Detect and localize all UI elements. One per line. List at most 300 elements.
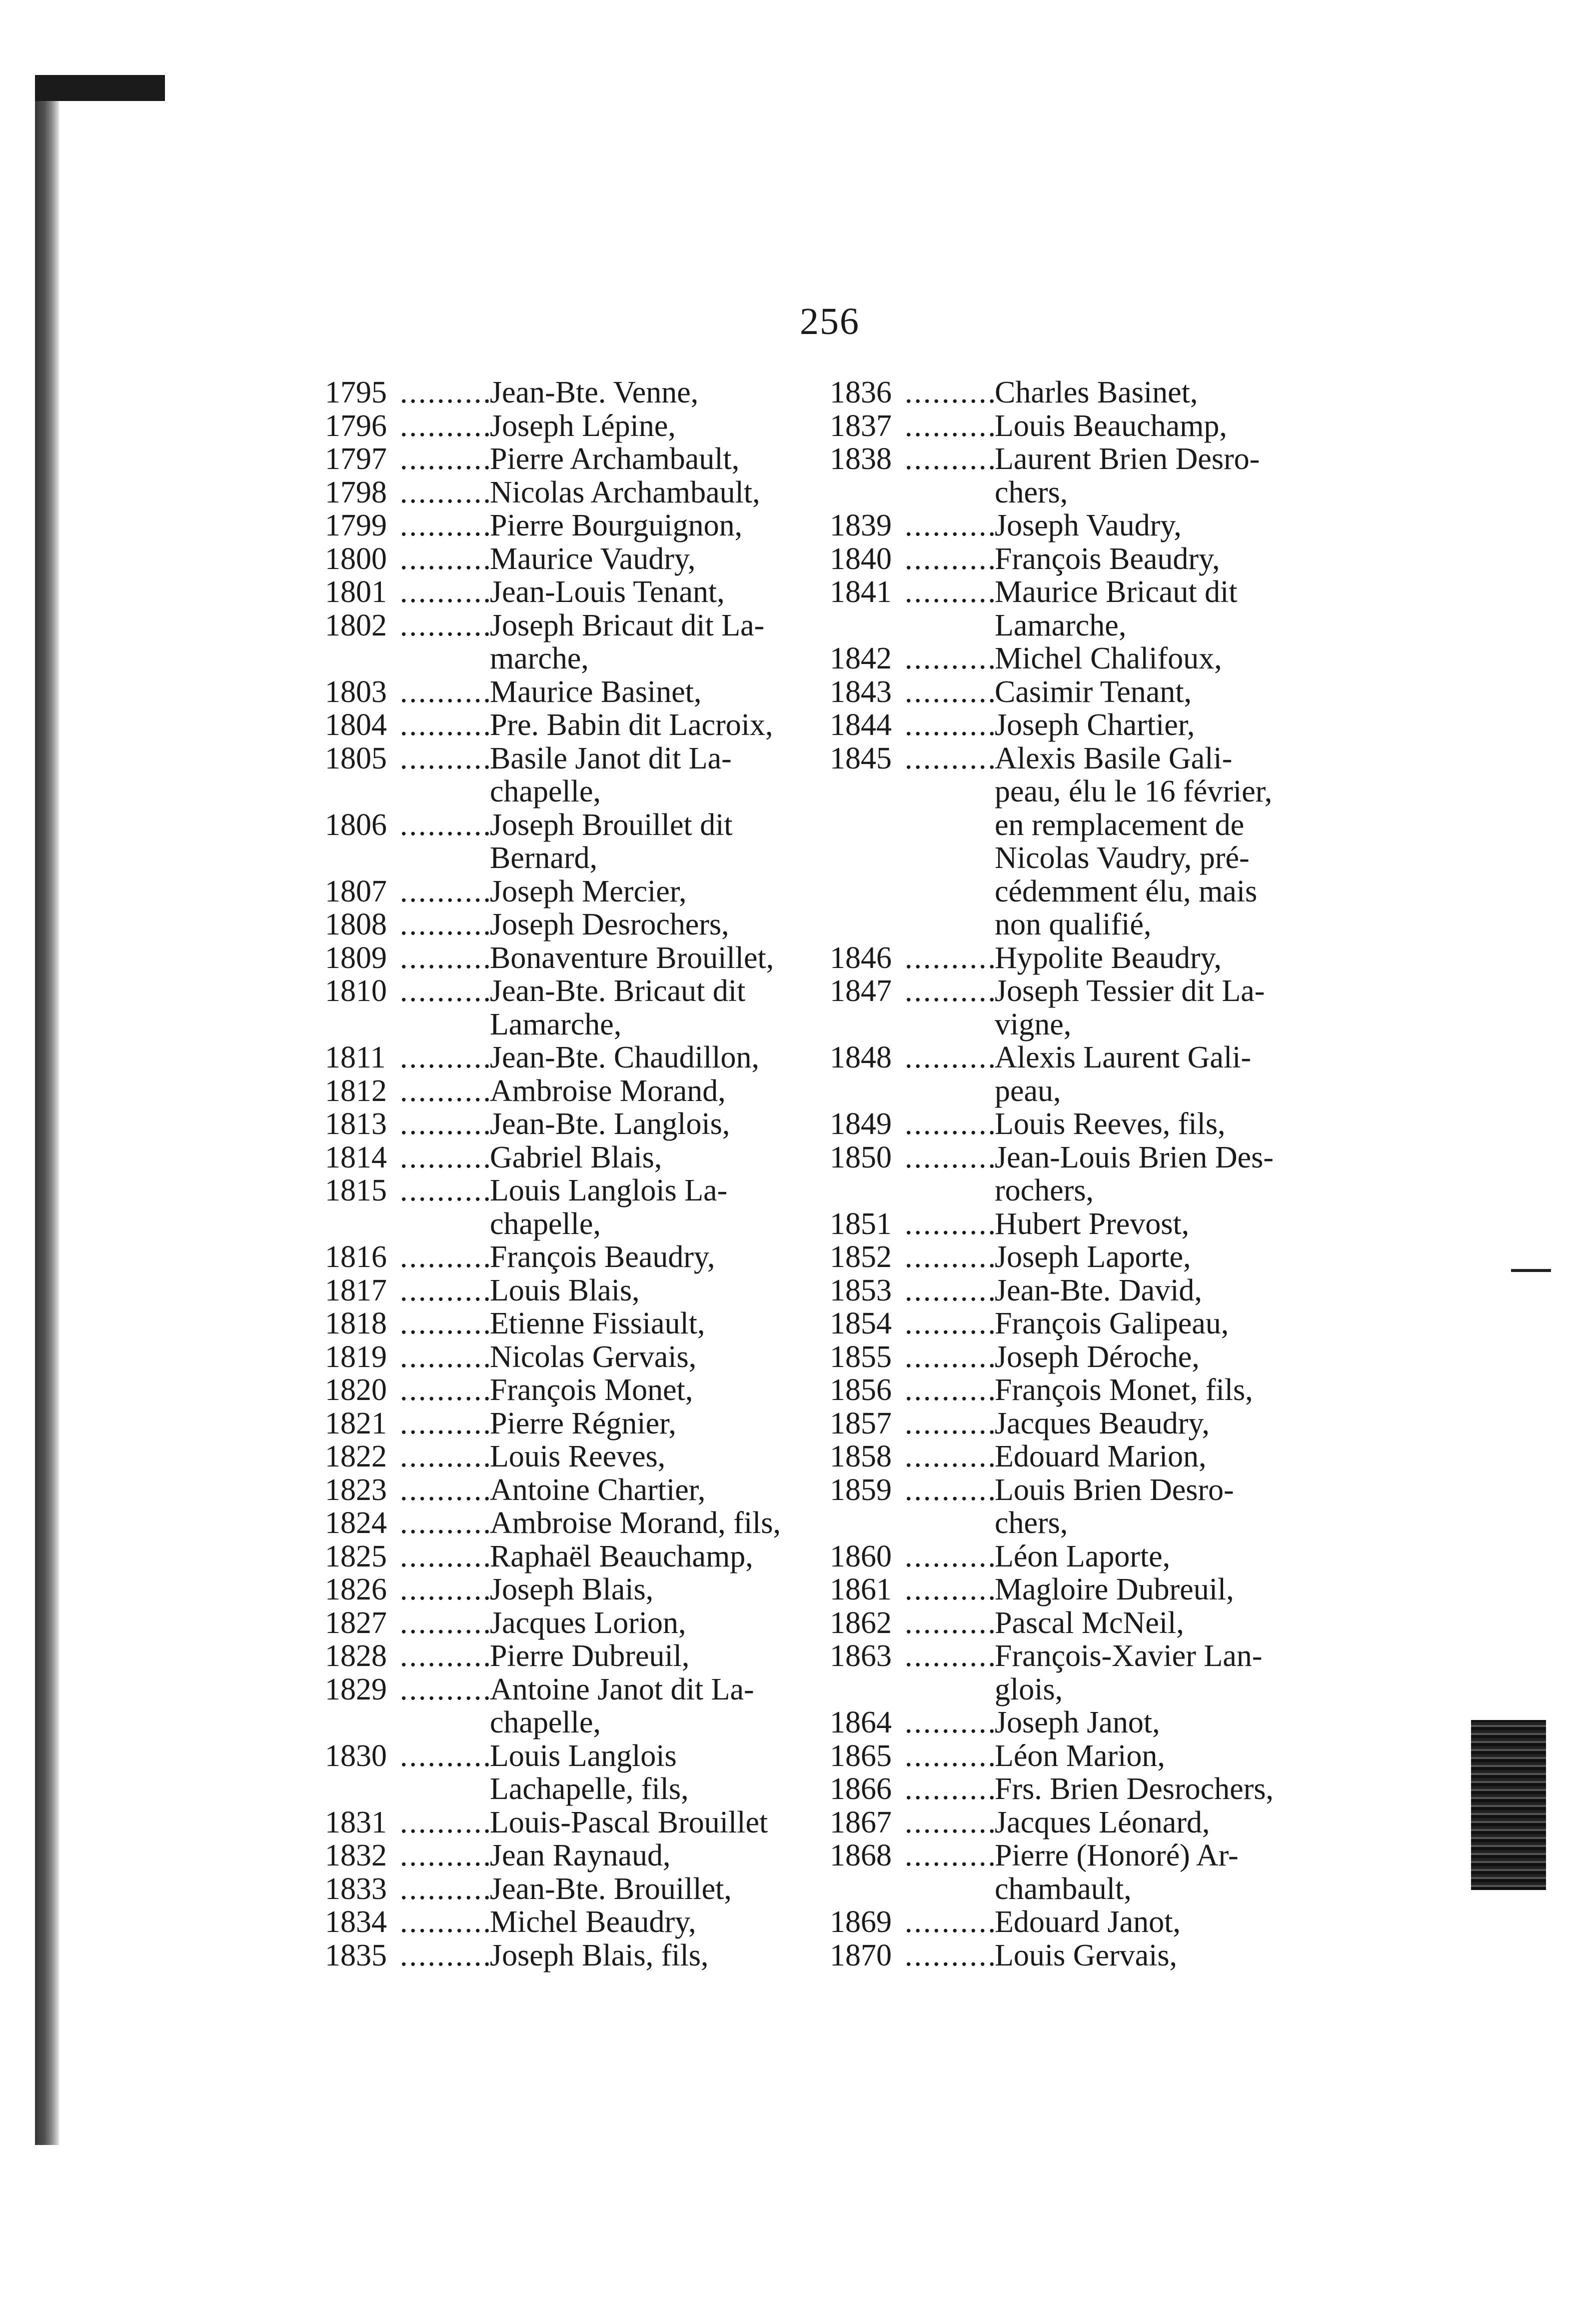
entry-name: Pierre Archambault, xyxy=(490,442,740,476)
entry-year: 1837 xyxy=(830,408,892,443)
entry-year: 1807 xyxy=(325,874,387,908)
list-item xyxy=(325,1108,822,1141)
entry-name: Antoine Chartier, xyxy=(490,1472,706,1507)
entry-name: Hypolite Beaudry, xyxy=(995,940,1222,975)
entry-year: 1814 xyxy=(325,1140,387,1174)
entry-name: Ambroise Morand, fils, xyxy=(490,1506,781,1540)
dot-leader xyxy=(400,410,490,443)
entry-name: Joseph Janot, xyxy=(995,1706,1160,1740)
entry-year: 1868 xyxy=(830,1838,892,1872)
list-item xyxy=(325,376,822,410)
entry-year: 1842 xyxy=(830,642,892,676)
entry-year: 1861 xyxy=(830,1572,892,1606)
entry-name: Nicolas Archambault, xyxy=(490,475,760,510)
entry-year: 1828 xyxy=(325,1639,387,1673)
entry-continuation: en remplacement de xyxy=(995,808,1245,842)
entry-year: 1856 xyxy=(830,1373,892,1407)
entry-year: 1830 xyxy=(325,1738,387,1773)
list-item xyxy=(830,442,1325,476)
entry-year: 1855 xyxy=(830,1340,892,1374)
entry-year: 1802 xyxy=(325,608,387,642)
list-item xyxy=(325,1074,822,1108)
entry-year: 1862 xyxy=(830,1606,892,1640)
entry-name: Jean-Louis Brien Des- xyxy=(995,1140,1274,1174)
dot-leader xyxy=(400,1606,490,1640)
dot-leader xyxy=(905,1374,995,1407)
entry-year: 1851 xyxy=(830,1206,892,1241)
dot-leader xyxy=(400,376,490,410)
list-item xyxy=(830,642,1325,676)
entry-year: 1831 xyxy=(325,1805,387,1840)
entry-name: Pre. Babin dit Lacroix, xyxy=(490,708,773,742)
entry-year: 1840 xyxy=(830,542,892,576)
dot-leader xyxy=(905,509,995,542)
dot-leader xyxy=(400,1640,490,1673)
dot-leader xyxy=(905,1440,995,1474)
entry-name: Jean Raynaud, xyxy=(490,1838,671,1872)
list-item xyxy=(325,576,822,609)
list-item xyxy=(830,1573,1325,1606)
dot-leader xyxy=(905,1806,995,1840)
dot-leader xyxy=(400,1174,490,1208)
entry-year: 1857 xyxy=(830,1406,892,1440)
list-item xyxy=(830,1939,1325,1972)
entry-year: 1834 xyxy=(325,1905,387,1939)
dot-leader xyxy=(905,1939,995,1972)
entry-year: 1805 xyxy=(325,741,387,776)
entry-name: Pierre (Honoré) Ar- xyxy=(995,1838,1239,1872)
entry-year: 1849 xyxy=(830,1107,892,1141)
list-item xyxy=(325,410,822,443)
entry-name: François Beaudry, xyxy=(995,542,1220,576)
entry-year: 1844 xyxy=(830,708,892,742)
entry-name: Maurice Bricaut dit xyxy=(995,575,1238,609)
entry-continuation: chers, xyxy=(995,1506,1068,1540)
list-item xyxy=(325,875,822,908)
entry-continuation: non qualifié, xyxy=(995,908,1152,942)
dot-leader xyxy=(905,708,995,742)
entry-continuation: marche, xyxy=(490,642,589,676)
dot-leader xyxy=(905,1208,995,1241)
dot-leader xyxy=(400,1407,490,1440)
entry-name: Michel Beaudry, xyxy=(490,1905,696,1939)
entry-name: Louis Reeves, fils, xyxy=(995,1107,1226,1141)
list-item xyxy=(325,509,822,542)
binding-edge xyxy=(35,75,165,101)
dot-leader xyxy=(400,476,490,510)
entry-name: Joseph Blais, fils, xyxy=(490,1938,709,1972)
dot-leader xyxy=(400,1240,490,1274)
entry-name: Louis Brien Desro- xyxy=(995,1472,1234,1507)
list-item xyxy=(325,1141,822,1174)
entry-year: 1815 xyxy=(325,1174,387,1208)
list-item xyxy=(325,942,822,975)
dot-leader xyxy=(400,609,490,642)
entry-name: Louis-Pascal Brouillet xyxy=(490,1805,768,1840)
list-item xyxy=(830,1540,1325,1574)
list-item xyxy=(830,1606,1325,1640)
entry-year: 1822 xyxy=(325,1440,387,1474)
dot-leader xyxy=(400,1839,490,1872)
dot-leader xyxy=(400,676,490,709)
entry-year: 1843 xyxy=(830,674,892,709)
list-item xyxy=(830,1706,1325,1740)
list-item xyxy=(830,1906,1325,1939)
dot-leader xyxy=(400,509,490,542)
entry-continuation: chapelle, xyxy=(490,774,601,808)
dot-leader xyxy=(905,974,995,1008)
entry-name: Jean-Bte. Langlois, xyxy=(490,1107,730,1141)
entry-year: 1797 xyxy=(325,442,387,476)
list-item xyxy=(830,1640,1325,1673)
entry-name: Edouard Marion, xyxy=(995,1440,1207,1474)
entry-name: Pascal McNeil, xyxy=(995,1606,1184,1640)
dot-leader xyxy=(905,942,995,975)
entry-name: Joseph Brouillet dit xyxy=(490,808,733,842)
entry-name: Louis Gervais, xyxy=(995,1938,1178,1972)
list-item xyxy=(325,476,822,510)
dot-leader xyxy=(905,1108,995,1141)
entry-continuation: Lamarche, xyxy=(490,1007,622,1042)
entry-year: 1827 xyxy=(325,1606,387,1640)
list-item xyxy=(325,1673,822,1706)
list-item xyxy=(830,376,1325,410)
entry-year: 1847 xyxy=(830,974,892,1008)
list-item xyxy=(325,1307,822,1340)
entry-name: Ambroise Morand, xyxy=(490,1074,726,1108)
list-item xyxy=(325,908,822,942)
entry-name: Joseph Bricaut dit La- xyxy=(490,608,765,642)
entry-year: 1835 xyxy=(325,1938,387,1972)
entry-year: 1860 xyxy=(830,1539,892,1574)
entry-year: 1809 xyxy=(325,940,387,975)
list-item xyxy=(325,1340,822,1374)
scan-artifact xyxy=(1471,1720,1546,1890)
entry-name: Joseph Mercier, xyxy=(490,874,687,908)
dot-leader xyxy=(400,974,490,1008)
entry-name: Joseph Blais, xyxy=(490,1572,654,1606)
entry-year: 1800 xyxy=(325,542,387,576)
dot-leader xyxy=(400,1806,490,1840)
dot-leader xyxy=(400,1906,490,1939)
entry-name: Basile Janot dit La- xyxy=(490,741,732,776)
entry-year: 1808 xyxy=(325,908,387,942)
entry-continuation: Nicolas Vaudry, pré- xyxy=(995,841,1250,875)
entry-year: 1812 xyxy=(325,1074,387,1108)
list-item xyxy=(325,1872,822,1906)
dot-leader xyxy=(400,808,490,842)
entry-year: 1806 xyxy=(325,808,387,842)
entry-name: Antoine Janot dit La- xyxy=(490,1672,754,1706)
dot-leader xyxy=(905,376,995,410)
entry-year: 1838 xyxy=(830,442,892,476)
list-item xyxy=(325,1240,822,1274)
dot-leader xyxy=(400,1108,490,1141)
entry-year: 1798 xyxy=(325,475,387,510)
entry-continuation: rochers, xyxy=(995,1174,1094,1208)
dot-leader xyxy=(905,1274,995,1308)
entry-year: 1801 xyxy=(325,575,387,609)
dot-leader xyxy=(905,1240,995,1274)
entry-year: 1826 xyxy=(325,1572,387,1606)
entry-name: Pierre Dubreuil, xyxy=(490,1639,690,1673)
entry-year: 1799 xyxy=(325,508,387,542)
entry-name: Jacques Lorion, xyxy=(490,1606,686,1640)
entry-name: Louis Langlois La- xyxy=(490,1174,728,1208)
dot-leader xyxy=(400,708,490,742)
dot-leader xyxy=(400,1540,490,1574)
list-item xyxy=(830,708,1325,742)
entry-name: Casimir Tenant, xyxy=(995,674,1192,709)
list-item xyxy=(325,1573,822,1606)
entry-name: Jean-Bte. Bricaut dit xyxy=(490,974,746,1008)
entry-year: 1853 xyxy=(830,1273,892,1308)
entry-name: Joseph Déroche, xyxy=(995,1340,1200,1374)
dot-leader xyxy=(905,1407,995,1440)
dot-leader xyxy=(905,1772,995,1806)
dot-leader xyxy=(400,875,490,908)
entry-name: Maurice Basinet, xyxy=(490,674,702,709)
entry-continuation: glois, xyxy=(995,1672,1063,1706)
list-item xyxy=(830,1108,1325,1141)
dot-leader xyxy=(905,1474,995,1507)
entry-year: 1850 xyxy=(830,1140,892,1174)
entry-year: 1848 xyxy=(830,1040,892,1074)
dot-leader xyxy=(400,1074,490,1108)
entry-year: 1819 xyxy=(325,1340,387,1374)
dot-leader xyxy=(400,1872,490,1906)
dot-leader xyxy=(905,1340,995,1374)
entry-name: Frs. Brien Desrochers, xyxy=(995,1772,1274,1806)
list-item xyxy=(830,974,1325,1008)
entry-year: 1821 xyxy=(325,1406,387,1440)
list-item xyxy=(830,1839,1325,1872)
dot-leader xyxy=(905,1540,995,1574)
dot-leader xyxy=(400,1307,490,1340)
dot-leader xyxy=(905,542,995,576)
dot-leader xyxy=(905,442,995,476)
entry-name: Louis Beauchamp, xyxy=(995,408,1227,443)
list-item xyxy=(325,1640,822,1673)
dot-leader xyxy=(400,1740,490,1773)
entry-year: 1841 xyxy=(830,575,892,609)
entry-year: 1824 xyxy=(325,1506,387,1540)
entry-continuation: vigne, xyxy=(995,1007,1072,1042)
list-item xyxy=(830,576,1325,609)
entry-year: 1825 xyxy=(325,1539,387,1574)
entry-name: Léon Marion, xyxy=(995,1738,1165,1773)
dot-leader xyxy=(400,1374,490,1407)
dot-leader xyxy=(400,1573,490,1606)
list-item xyxy=(830,742,1325,776)
list-item xyxy=(830,410,1325,443)
entry-continuation: chapelle, xyxy=(490,1706,601,1740)
entry-name: François-Xavier Lan- xyxy=(995,1639,1263,1673)
dot-leader xyxy=(400,1141,490,1174)
list-item xyxy=(325,1506,822,1540)
entry-year: 1867 xyxy=(830,1805,892,1840)
entry-name: Charles Basinet, xyxy=(995,376,1198,410)
entry-year: 1804 xyxy=(325,708,387,742)
entry-name: Etienne Fissiault, xyxy=(490,1306,705,1340)
dot-leader xyxy=(400,1673,490,1706)
entry-name: Pierre Régnier, xyxy=(490,1406,676,1440)
margin-dash xyxy=(1511,1269,1551,1272)
list-item xyxy=(830,1374,1325,1407)
entry-name: Jean-Bte. Venne, xyxy=(490,376,699,410)
entry-name: Léon Laporte, xyxy=(995,1539,1171,1574)
list-item xyxy=(830,1772,1325,1806)
dot-leader xyxy=(905,576,995,609)
entry-name: Pierre Bourguignon, xyxy=(490,508,743,542)
entry-name: Joseph Laporte, xyxy=(995,1240,1191,1274)
entry-continuation: chers, xyxy=(995,475,1068,510)
entry-name: Gabriel Blais, xyxy=(490,1140,662,1174)
list-item xyxy=(325,542,822,576)
dot-leader xyxy=(400,576,490,609)
list-item xyxy=(325,1540,822,1574)
entry-name: Maurice Vaudry, xyxy=(490,542,696,576)
dot-leader xyxy=(400,542,490,576)
dot-leader xyxy=(905,642,995,676)
entry-name: Alexis Basile Gali- xyxy=(995,741,1233,776)
list-item xyxy=(325,742,822,776)
list-item xyxy=(325,609,822,642)
list-item xyxy=(830,1806,1325,1840)
list-item xyxy=(830,676,1325,709)
entry-year: 1803 xyxy=(325,674,387,709)
list-item xyxy=(830,1407,1325,1440)
entry-name: Edouard Janot, xyxy=(995,1905,1181,1939)
entry-year: 1795 xyxy=(325,376,387,410)
entry-continuation: chambault, xyxy=(995,1872,1132,1906)
entry-name: Louis Blais, xyxy=(490,1273,640,1308)
dot-leader xyxy=(905,1640,995,1673)
entry-name: Hubert Prevost, xyxy=(995,1206,1190,1241)
entry-name: François Galipeau, xyxy=(995,1306,1229,1340)
entry-year: 1796 xyxy=(325,408,387,443)
entry-name: Joseph Desrochers, xyxy=(490,908,729,942)
entry-name: Alexis Laurent Gali- xyxy=(995,1040,1252,1074)
entry-year: 1829 xyxy=(325,1672,387,1706)
entry-year: 1811 xyxy=(325,1040,386,1074)
list-item xyxy=(325,1407,822,1440)
dot-leader xyxy=(400,942,490,975)
entry-year: 1859 xyxy=(830,1472,892,1507)
list-item xyxy=(325,1274,822,1308)
list-item xyxy=(830,1740,1325,1773)
entry-name: Joseph Tessier dit La- xyxy=(995,974,1265,1008)
entry-name: François Monet, xyxy=(490,1373,693,1407)
list-item xyxy=(830,542,1325,576)
list-item xyxy=(830,509,1325,542)
entry-year: 1839 xyxy=(830,508,892,542)
list-item xyxy=(325,1041,822,1074)
list-item xyxy=(325,1606,822,1640)
list-item xyxy=(325,808,822,842)
entry-name: François Monet, fils, xyxy=(995,1373,1253,1407)
dot-leader xyxy=(905,1906,995,1939)
list-item xyxy=(325,442,822,476)
page-number: 256 xyxy=(800,300,860,342)
list-item xyxy=(325,1440,822,1474)
entry-name: Bonaventure Brouillet, xyxy=(490,940,774,975)
entry-year: 1866 xyxy=(830,1772,892,1806)
dot-leader xyxy=(905,1573,995,1606)
dot-leader xyxy=(400,1440,490,1474)
list-item xyxy=(830,1141,1325,1174)
list-item xyxy=(325,676,822,709)
entry-year: 1863 xyxy=(830,1639,892,1673)
list-item xyxy=(325,1174,822,1208)
entry-year: 1820 xyxy=(325,1373,387,1407)
entry-year: 1836 xyxy=(830,376,892,410)
entry-year: 1870 xyxy=(830,1938,892,1972)
dot-leader xyxy=(905,1740,995,1773)
dot-leader xyxy=(400,908,490,942)
dot-leader xyxy=(400,1474,490,1507)
entry-name: Jean-Bte. Brouillet, xyxy=(490,1872,732,1906)
dot-leader xyxy=(905,1606,995,1640)
entry-continuation: peau, élu le 16 février, xyxy=(995,774,1273,808)
entry-name: Joseph Chartier, xyxy=(995,708,1195,742)
dot-leader xyxy=(400,1340,490,1374)
entry-year: 1865 xyxy=(830,1738,892,1773)
list-item xyxy=(325,1374,822,1407)
entry-name: Magloire Dubreuil, xyxy=(995,1572,1234,1606)
right-column-list xyxy=(830,376,1325,1972)
entry-year: 1864 xyxy=(830,1706,892,1740)
list-item xyxy=(830,1340,1325,1374)
list-item xyxy=(325,1839,822,1872)
entry-year: 1818 xyxy=(325,1306,387,1340)
entry-name: Jean-Bte. David, xyxy=(995,1273,1202,1308)
dot-leader xyxy=(400,442,490,476)
entry-year: 1813 xyxy=(325,1107,387,1141)
entry-name: Louis Reeves, xyxy=(490,1440,666,1474)
dot-leader xyxy=(905,1839,995,1872)
list-item xyxy=(830,1474,1325,1507)
entry-year: 1852 xyxy=(830,1240,892,1274)
list-item xyxy=(830,1274,1325,1308)
entry-continuation: Lamarche, xyxy=(995,608,1127,642)
book-binding-shadow xyxy=(35,75,59,2145)
list-item xyxy=(325,1740,822,1773)
entry-continuation: Lachapelle, fils, xyxy=(490,1772,689,1806)
entry-name: Louis Langlois xyxy=(490,1738,677,1773)
dot-leader xyxy=(905,1141,995,1174)
dot-leader xyxy=(905,1706,995,1740)
entry-name: Joseph Lépine, xyxy=(490,408,676,443)
entry-year: 1817 xyxy=(325,1273,387,1308)
dot-leader xyxy=(400,1506,490,1540)
dot-leader xyxy=(905,1307,995,1340)
entry-name: Jacques Beaudry, xyxy=(995,1406,1210,1440)
entry-continuation: peau, xyxy=(995,1074,1061,1108)
dot-leader xyxy=(905,410,995,443)
entry-name: François Beaudry, xyxy=(490,1240,715,1274)
entry-name: Laurent Brien Desro- xyxy=(995,442,1260,476)
list-item xyxy=(830,1307,1325,1340)
entry-year: 1833 xyxy=(325,1872,387,1906)
dot-leader xyxy=(905,1041,995,1074)
entry-continuation: Bernard, xyxy=(490,841,598,875)
list-item xyxy=(830,1041,1325,1074)
entry-year: 1816 xyxy=(325,1240,387,1274)
dot-leader xyxy=(905,742,995,776)
list-item xyxy=(325,974,822,1008)
list-item xyxy=(325,1939,822,1972)
